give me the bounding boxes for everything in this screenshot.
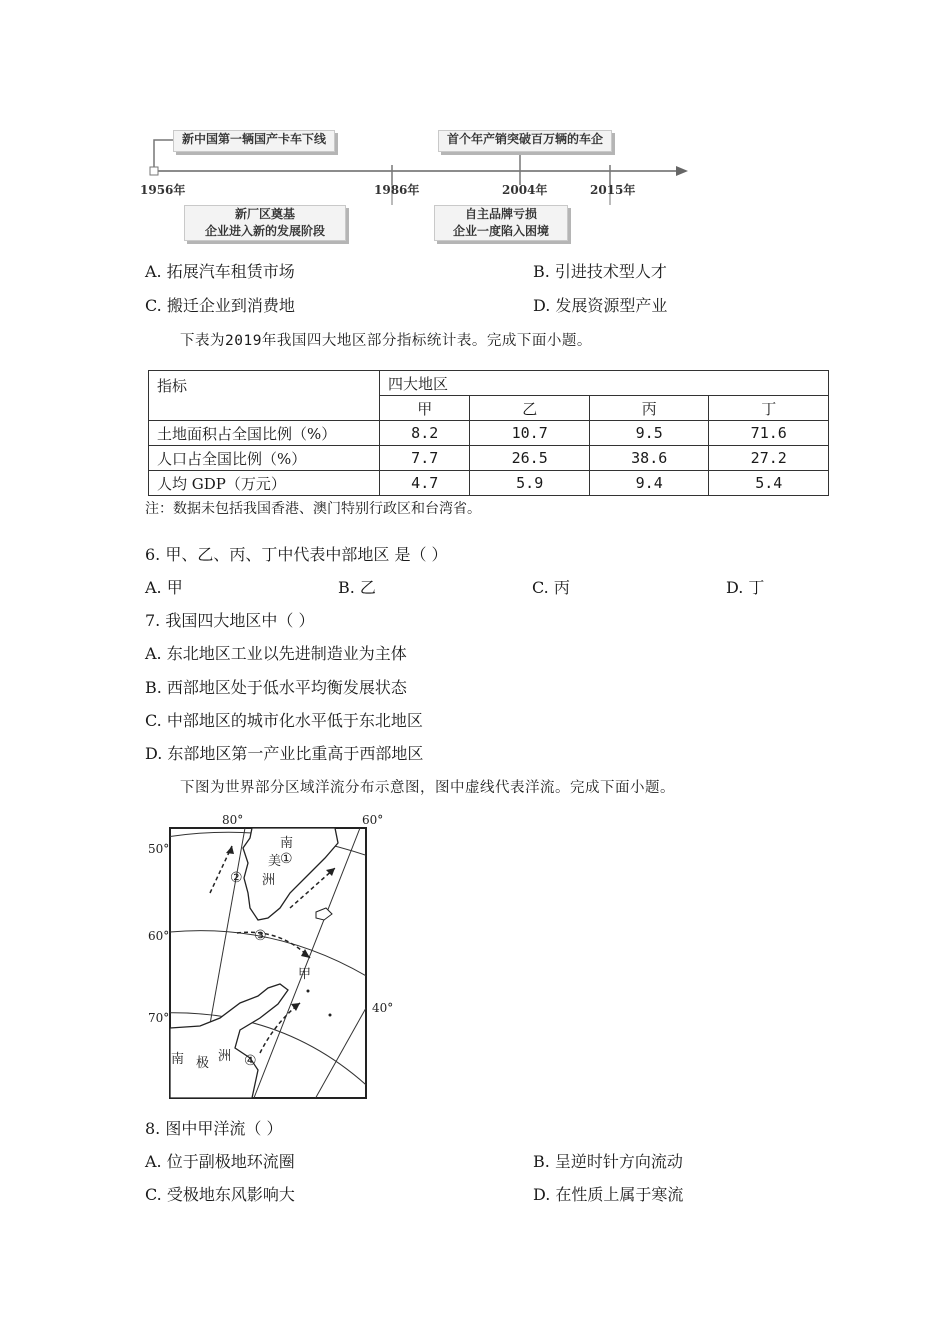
row-label: 人均 GDP（万元）	[149, 471, 380, 496]
timeline-year-2004: 2004年	[502, 183, 548, 197]
q7-option-a: A. 东北地区工业以先进制造业为主体	[145, 644, 407, 663]
cell: 5.4	[709, 471, 829, 496]
table-row	[149, 421, 829, 446]
cell: 10.7	[470, 421, 590, 446]
timeline-year-1956: 1956年	[140, 183, 186, 197]
table-header-row	[149, 371, 829, 396]
timeline-year-2015: 2015年	[590, 183, 636, 197]
south-america-label-3: 洲	[262, 873, 276, 888]
lat-label-60: 60°	[148, 929, 170, 943]
stats-table	[148, 370, 829, 496]
cell: 26.5	[470, 446, 590, 471]
header-indicator: 指标	[149, 371, 380, 421]
antarctica-label-1: 南	[171, 1052, 185, 1067]
row-label: 人口占全国比例（%）	[149, 446, 380, 471]
q6-option-b: B. 乙	[338, 578, 376, 597]
region-jia: 甲	[380, 396, 470, 421]
lon-label-60: 60°	[362, 813, 384, 827]
timeline-event-new-plant-line1: 新厂区奠基	[234, 207, 295, 221]
timeline-event-brand-loss-line2: 企业一度陷入困境	[452, 224, 549, 238]
q8-option-a: A. 位于副极地环流圈	[145, 1152, 295, 1171]
lon-label-40: 40°	[372, 1001, 394, 1015]
q8-option-d: D. 在性质上属于寒流	[533, 1185, 684, 1204]
cell: 71.6	[709, 421, 829, 446]
timeline-figure	[140, 125, 700, 245]
marker-2: ②	[230, 870, 243, 886]
table-row	[149, 446, 829, 471]
q6-option-a: A. 甲	[145, 578, 183, 597]
q5-option-d: D. 发展资源型产业	[533, 296, 668, 315]
cell: 5.9	[470, 471, 590, 496]
table-intro: 下表为2019年我国四大地区部分指标统计表。完成下面小题。	[180, 333, 592, 349]
cell: 4.7	[380, 471, 470, 496]
region-yi: 乙	[470, 396, 590, 421]
cell: 27.2	[709, 446, 829, 471]
table-row	[149, 471, 829, 496]
cell: 9.5	[589, 421, 709, 446]
table-note: 注：数据未包括我国香港、澳门特别行政区和台湾省。	[145, 501, 481, 517]
header-regions: 四大地区	[380, 371, 829, 396]
lat-label-70: 70°	[148, 1011, 170, 1025]
q8-option-c: C. 受极地东风影响大	[145, 1185, 295, 1204]
q5-option-c: C. 搬迁企业到消费地	[145, 296, 295, 315]
south-america-label-2: 美	[268, 854, 282, 869]
cell: 7.7	[380, 446, 470, 471]
antarctica-label-2: 极	[196, 1056, 210, 1071]
q5-option-b: B. 引进技术型人才	[533, 262, 667, 281]
q7-option-b: B. 西部地区处于低水平均衡发展状态	[145, 678, 407, 697]
row-label: 土地面积占全国比例（%）	[149, 421, 380, 446]
lon-label-80: 80°	[222, 813, 244, 827]
q5-option-a: A. 拓展汽车租赁市场	[145, 262, 295, 281]
timeline-event-million-sales: 首个年产销突破百万辆的车企	[438, 130, 612, 152]
marker-1: ①	[280, 851, 293, 867]
lat-label-50: 50°	[148, 842, 170, 856]
ocean-current-map	[140, 808, 400, 1103]
cell: 9.4	[589, 471, 709, 496]
cell: 8.2	[380, 421, 470, 446]
current-label-jia: 甲	[298, 967, 312, 982]
q8-option-b: B. 呈逆时针方向流动	[533, 1152, 683, 1171]
q6-option-d: D. 丁	[726, 578, 765, 597]
timeline-event-first-truck: 新中国第一辆国产卡车下线	[173, 130, 335, 152]
cell: 38.6	[589, 446, 709, 471]
q7-option-c: C. 中部地区的城市化水平低于东北地区	[145, 711, 423, 730]
region-bing: 丙	[589, 396, 709, 421]
timeline-event-new-plant	[184, 205, 346, 241]
marker-4: ④	[244, 1053, 257, 1069]
q6-option-c: C. 丙	[532, 578, 570, 597]
q8-stem: 8. 图中甲洋流（ ）	[145, 1119, 283, 1138]
timeline-event-brand-loss-line1: 自主品牌亏损	[464, 207, 537, 221]
timeline-year-1986: 1986年	[374, 183, 420, 197]
south-america-label-1: 南	[280, 836, 294, 851]
q7-stem: 7. 我国四大地区中（ ）	[145, 611, 315, 630]
antarctica-label-3: 洲	[218, 1049, 232, 1064]
q7-option-d: D. 东部地区第一产业比重高于西部地区	[145, 744, 424, 763]
q6-stem: 6. 甲、乙、丙、丁中代表中部地区 是（ ）	[145, 545, 448, 564]
marker-3: ③	[254, 928, 267, 944]
timeline-event-new-plant-line2: 企业进入新的发展阶段	[204, 224, 325, 238]
region-ding: 丁	[709, 396, 829, 421]
map-intro: 下图为世界部分区域洋流分布示意图，图中虚线代表洋流。完成下面小题。	[180, 780, 675, 796]
timeline-event-brand-loss	[434, 205, 568, 241]
